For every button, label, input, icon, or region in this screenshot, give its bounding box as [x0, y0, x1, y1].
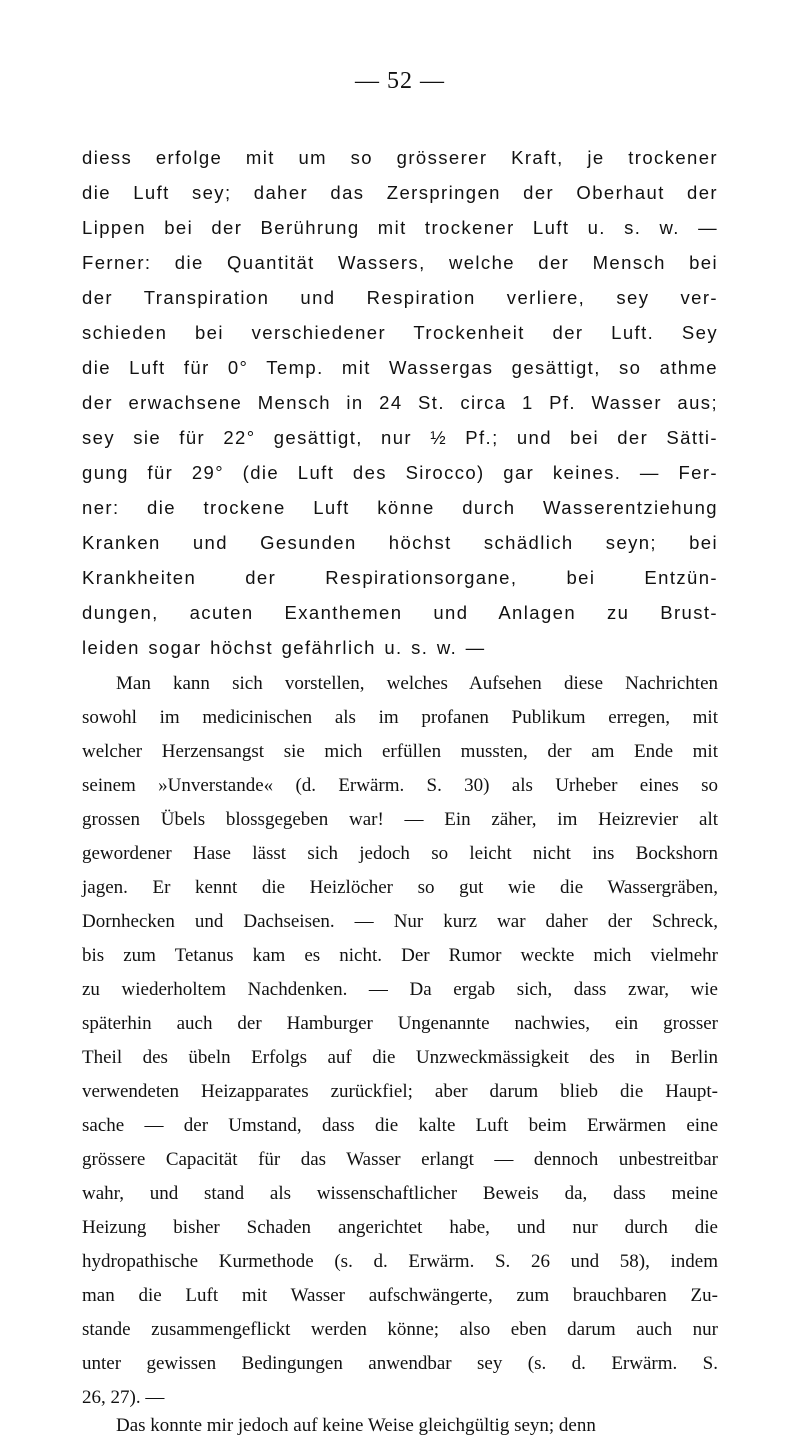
text-line: sey sie für 22° gesättigt, nur ½ Pf.; und bei der Sätti-: [82, 427, 718, 448]
text-line: Ferner: die Quantität Wassers, welche der Mensch bei: [82, 252, 718, 273]
text-line: Lippen bei der Berührung mit trockener Luft u. s. w. —: [82, 217, 718, 238]
text-line: welcher Herzensangst sie mich erfüllen mussten, der am Ende mit: [82, 741, 718, 762]
text-line: Theil des übeln Erfolgs auf die Unzweckmässigkeit des in Berlin: [82, 1047, 718, 1068]
text-line: gung für 29° (die Luft des Sirocco) gar keines. — Fer-: [82, 462, 718, 483]
text-line: dungen, acuten Exanthemen und Anlagen zu Brust-: [82, 602, 718, 623]
page-number: — 52 —: [355, 68, 445, 94]
text-line: grossen Übels blossgegeben war! — Ein zäher, im Heizrevier alt: [82, 809, 718, 830]
text-line: der Transpiration und Respiration verliere, sey ver-: [82, 287, 718, 308]
text-line: Dornhecken und Dachseisen. — Nur kurz war daher der Schreck,: [82, 911, 718, 932]
text-line: seinem »Unverstande« (d. Erwärm. S. 30) als Urheber eines so: [82, 775, 718, 796]
text-line: leiden sogar höchst gefährlich u. s. w. —: [82, 637, 486, 658]
text-line: bis zum Tetanus kam es nicht. Der Rumor weckte mich vielmehr: [82, 945, 718, 966]
text-line: schieden bei verschiedener Trockenheit der Luft. Sey: [82, 322, 718, 343]
text-line: man die Luft mit Wasser aufschwängerte, zum brauchbaren Zu-: [82, 1285, 718, 1306]
text-line: zu wiederholtem Nachdenken. — Da ergab sich, dass zwar, wie: [82, 979, 718, 1000]
text-line: Heizung bisher Schaden angerichtet habe, und nur durch die: [82, 1217, 718, 1238]
text-line: 26, 27). —: [82, 1387, 165, 1408]
text-line: sache — der Umstand, dass die kalte Luft beim Erwärmen eine: [82, 1115, 718, 1136]
text-line: Kranken und Gesunden höchst schädlich seyn; bei: [82, 532, 718, 553]
text-line: grössere Capacität für das Wasser erlangt — dennoch unbestreitbar: [82, 1149, 718, 1170]
text-line: Das konnte mir jedoch auf keine Weise gleichgültig seyn; denn: [116, 1415, 596, 1436]
text-line: unter gewissen Bedingungen anwendbar sey (s. d. Erwärm. S.: [82, 1353, 718, 1374]
text-line: Krankheiten der Respirationsorgane, bei Entzün-: [82, 567, 718, 588]
text-line: die Luft für 0° Temp. mit Wassergas gesättigt, so athme: [82, 357, 718, 378]
text-line: gewordener Hase lässt sich jedoch so leicht nicht ins Bockshorn: [82, 843, 718, 864]
text-line: Man kann sich vorstellen, welches Aufsehen diese Nachrichten: [116, 673, 718, 694]
text-line: der erwachsene Mensch in 24 St. circa 1 Pf. Wasser aus;: [82, 392, 718, 413]
text-line: verwendeten Heizapparates zurückfiel; aber darum blieb die Haupt-: [82, 1081, 718, 1102]
text-line: stande zusammengeflickt werden könne; also eben darum auch nur: [82, 1319, 718, 1340]
text-line: späterhin auch der Hamburger Ungenannte nachwies, ein grosser: [82, 1013, 718, 1034]
text-line: jagen. Er kennt die Heizlöcher so gut wie die Wassergräben,: [82, 877, 718, 898]
text-line: sowohl im medicinischen als im profanen Publikum erregen, mit: [82, 707, 718, 728]
text-line: ner: die trockene Luft könne durch Wasserentziehung: [82, 497, 718, 518]
text-line: hydropathische Kurmethode (s. d. Erwärm. S. 26 und 58), indem: [82, 1251, 718, 1272]
text-line: die Luft sey; daher das Zerspringen der Oberhaut der: [82, 182, 718, 203]
text-line: diess erfolge mit um so grösserer Kraft, je trockener: [82, 147, 718, 168]
text-line: wahr, und stand als wissenschaftlicher Beweis da, dass meine: [82, 1183, 718, 1204]
